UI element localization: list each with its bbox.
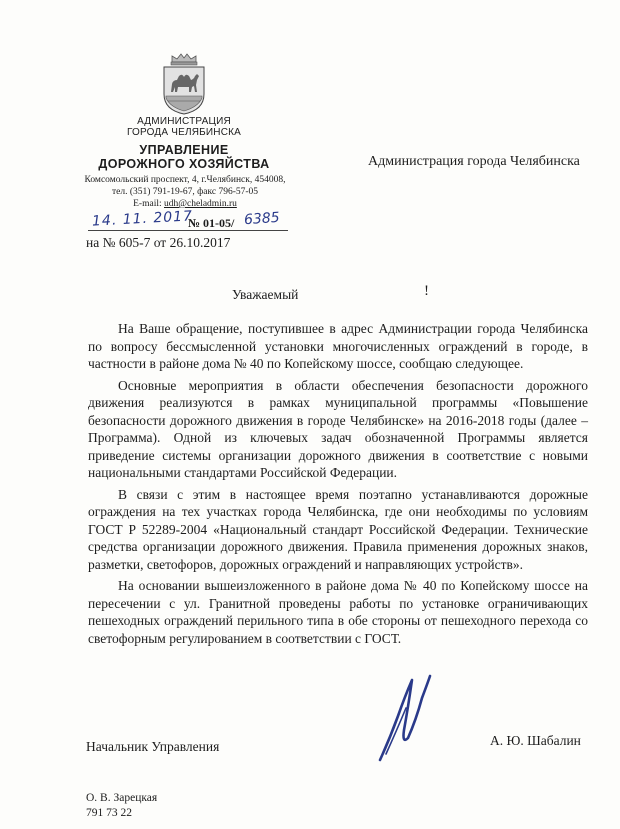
paragraph: В связи с этим в настоящее время поэтапно устанавливаются дорожные ограждения на тех участках города Челябинска, где они необходимы по условиям ГОСТ Р 52289-2004 «Национальный стандарт Российской Федерации. Технические средства организации дорожного движения. Правила применения дорожных знаков, разметки, светофоров, дорожных ограждений и направляющих устройств». <box>88 486 588 572</box>
email-link[interactable]: udh@cheladmin.ru <box>164 199 237 209</box>
outgoing-registration <box>84 208 288 233</box>
paragraph: На Ваше обращение, поступившее в адрес Администрации города Челябинска по вопросу бессмысленной установки многочисленных ограждений в городе, в частности в районе дома № 40 по Копейскому шоссе, сообщаю следующее. <box>88 321 588 371</box>
admin-line-1: АДМИНИСТРАЦИЯ <box>137 116 231 127</box>
letter-body <box>88 320 588 651</box>
paragraph: На основании вышеизложенного в районе дома № 40 по Копейскому шоссе на пересечении с ул. Гранитной проведены работы по установке ограничивающих пешеходных ограждений перильного типа в обе стороны от пешеходного перехода со светофорным регулированием в соответствии с ГОСТ. <box>88 578 588 646</box>
registration-number: 6385 <box>243 209 281 229</box>
salutation: Уважаемый <box>232 287 299 302</box>
salutation-exclamation: ! <box>424 283 429 299</box>
reference-line: на № 605-7 от 26.10.2017 <box>86 235 231 250</box>
registration-underline <box>88 230 288 231</box>
registration-prefix: № 01-05/ <box>188 216 235 230</box>
addressee: Администрация города Челябинска <box>368 154 580 169</box>
paragraph: Основные мероприятия в области обеспечения безопасности дорожного движения реализуются в рамках муниципальной программы «Повышение безопасности дорожного движения в городе Челябинске» на 2016-2018 годы (далее – Программа). Одной из ключевых задач обозначенной Программы является приведение системы организации дорожного движения в соответствие с новыми национальными стандартами Российской Федерации. <box>88 377 588 480</box>
phone-fax: тел. (351) 791-19-67, факс 796-57-05 <box>111 187 259 197</box>
department-line-1: УПРАВЛЕНИЕ <box>139 143 229 157</box>
department-line-2: ДОРОЖНОГО ХОЗЯЙСТВА <box>98 157 270 171</box>
executor-name: О. В. Зарецкая <box>86 792 158 804</box>
executor-phone: 791 73 22 <box>86 807 132 819</box>
registration-date: 14. 11. 2017 <box>91 208 194 230</box>
admin-line-2: ГОРОДА ЧЕЛЯБИНСКА <box>126 127 242 138</box>
email-line <box>74 199 296 209</box>
coat-of-arms-icon <box>158 52 210 116</box>
handwritten-signature-icon <box>350 668 460 768</box>
signatory-name: А. Ю. Шабалин <box>490 733 581 748</box>
signatory-title: Начальник Управления <box>86 739 220 754</box>
email-label: E-mail: <box>133 199 162 209</box>
postal-address: Комсомольский проспект, 4, г.Челябинск, 454008, <box>84 175 286 185</box>
